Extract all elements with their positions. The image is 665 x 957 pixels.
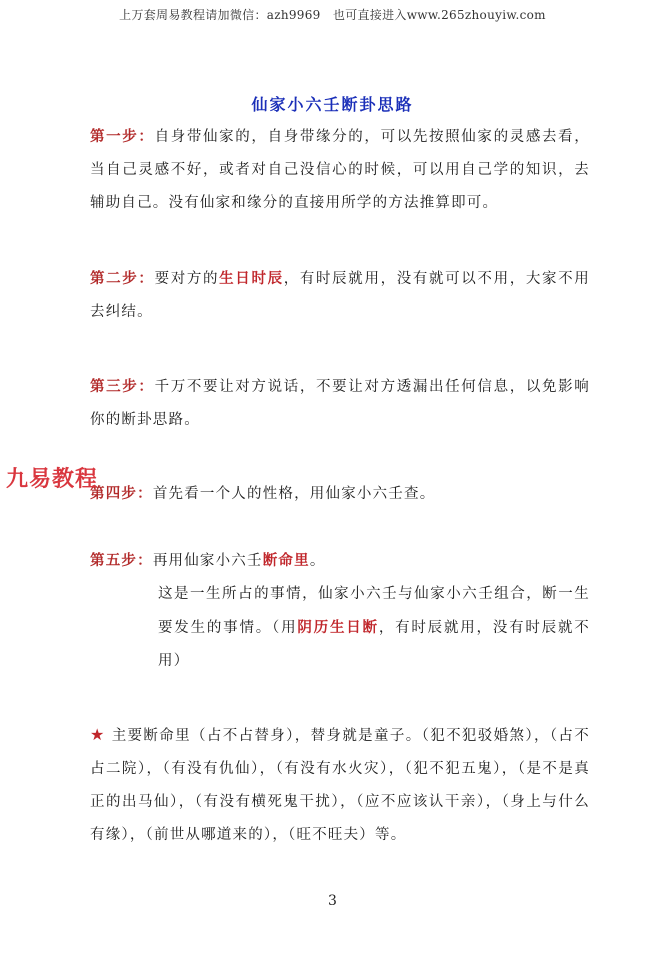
step-4-text: 首先看一个人的性格，用仙家小六壬查。 [152, 486, 436, 502]
step-2-text-post: ，有时辰就用，没有就可以不用，大家不用去纠结。 [90, 271, 590, 320]
step-2-label: 第二步： [90, 270, 155, 287]
step-5-detail-paragraph [158, 578, 590, 678]
step-2-highlight: 生日时辰 [219, 270, 284, 287]
step-5-paragraph [90, 544, 590, 578]
step-1-label: 第一步： [90, 128, 155, 145]
note-paragraph [90, 718, 590, 852]
step-2-text-pre: 要对方的 [154, 271, 220, 287]
step-3-label: 第三步： [90, 378, 155, 395]
step-4-paragraph [90, 477, 590, 511]
document-title: 仙家小六壬断卦思路 [251, 95, 414, 114]
step-5-detail-pre: 这是一生所占的事情，仙家小六壬与仙家小六壬组合，断一生要发生的事情。（用 [158, 586, 590, 636]
step-5-label: 第五步： [90, 552, 153, 569]
step-5-text-pre: 再用仙家小六壬 [152, 553, 263, 569]
step-2-paragraph [90, 262, 590, 329]
page-header: 上万套周易教程请加微信：azh9969 也可直接进入www.265zhouyiw.com [119, 8, 546, 22]
step-3-text: 千万不要让对方说话，不要让对方透漏出任何信息，以免影响你的断卦思路。 [90, 379, 590, 428]
step-5-text-post: 。 [309, 553, 326, 569]
step-1-text: 自身带仙家的，自身带缘分的，可以先按照仙家的灵感去看，当自己灵感不好，或者对自己没信心的时候，可以用自己学的知识，去辅助自己。没有仙家和缘分的直接用所学的方法推算即可。 [90, 129, 590, 211]
note-text: 主要断命里（占不占替身），替身就是童子。（犯不犯驳婚煞），（占不占二院），（有没有仇仙），（有没有水火灾），（犯不犯五鬼），（是不是真正的出马仙），（有没有横死鬼干扰），（应不应该认干亲），（身上与什么有缘），（前世从哪道来的），（旺不旺夫）等。 [90, 728, 590, 843]
step-3-paragraph [90, 370, 590, 437]
page-number: 3 [328, 893, 337, 909]
step-5-detail-post: ，有时辰就用，没有时辰就不用） [158, 620, 590, 669]
star-icon: ★ [90, 725, 106, 744]
step-4-label: 第四步： [90, 485, 153, 502]
step-1-paragraph [90, 120, 590, 220]
step-5-highlight: 断命里 [262, 552, 310, 569]
watermark-logo: 九易教程 [6, 467, 99, 492]
step-5-detail-highlight: 阴历生日断 [297, 619, 379, 636]
